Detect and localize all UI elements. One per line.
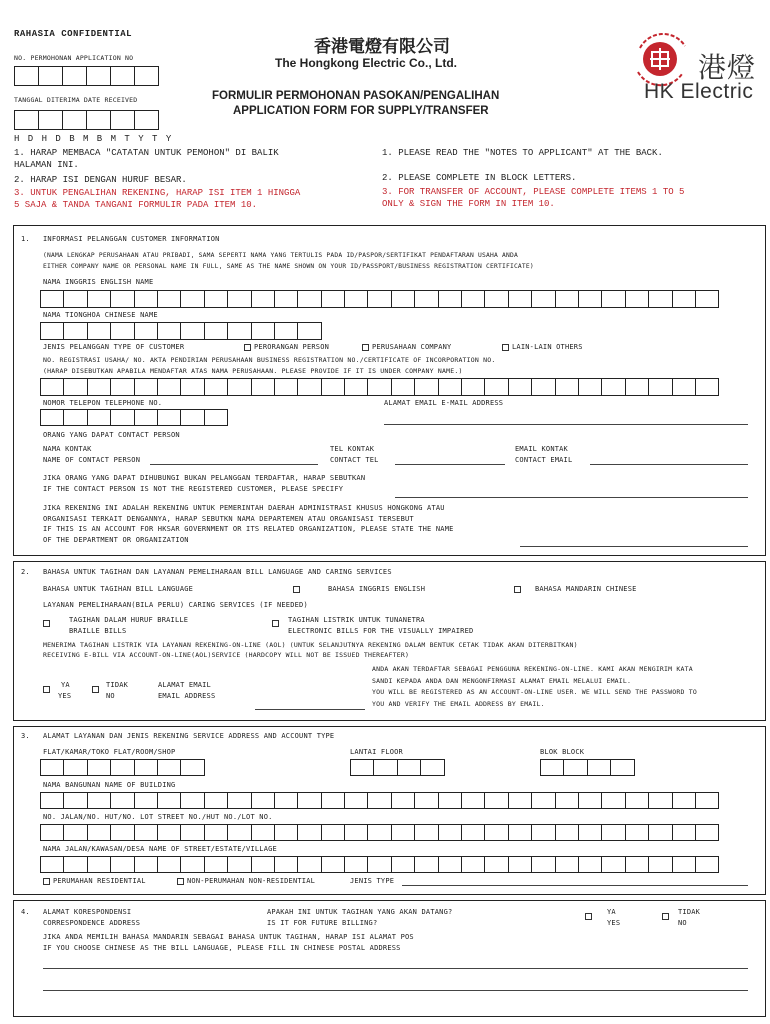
instructions-malay: 1. HARAP MEMBACA "CATATAN UNTUK PEMOHON" DI BALIK HALAMAN INI. 2. HARAP ISI DENGAN HURUF BESAR. 3. UNTUK PENGALIHAN REKENING, HARAP ISI ITEM 1 HINGGA 5 SAJA & TANDA TANGANI FORMULIR PADA ITEM 10. [14, 148, 301, 210]
input-box[interactable] [484, 792, 508, 809]
input-box[interactable] [134, 824, 158, 841]
input-box[interactable] [373, 759, 397, 776]
input-box[interactable] [344, 290, 368, 308]
input-box[interactable] [204, 409, 228, 426]
input-box[interactable] [555, 792, 579, 809]
input-box[interactable] [672, 792, 696, 809]
input-box[interactable] [87, 290, 111, 308]
input-box[interactable] [321, 856, 345, 873]
aol-email-input-line[interactable] [255, 709, 365, 710]
input-box[interactable] [274, 322, 298, 340]
input-box[interactable] [87, 378, 111, 396]
input-box[interactable] [297, 856, 321, 873]
contact-tel-label: TEL KONTAK CONTACT TEL [330, 445, 379, 464]
input-box[interactable] [180, 824, 204, 841]
input-box[interactable] [227, 378, 251, 396]
aol-yes-option[interactable]: YA YES [43, 681, 71, 701]
hk-electric-logo [630, 28, 765, 108]
chinese-checkbox[interactable] [514, 586, 521, 593]
input-box[interactable] [274, 378, 298, 396]
input-box[interactable] [110, 409, 134, 426]
street-boxes[interactable] [40, 856, 718, 873]
contact-person-label: ORANG YANG DAPAT CONTACT PERSON [43, 431, 180, 439]
input-box[interactable] [180, 409, 204, 426]
input-box[interactable] [321, 792, 345, 809]
english-name-label: NAMA INGGRIS ENGLISH NAME [43, 278, 154, 286]
input-box[interactable] [461, 856, 485, 873]
input-box[interactable] [420, 759, 444, 776]
input-box[interactable] [87, 792, 111, 809]
input-box[interactable] [531, 824, 555, 841]
input-box[interactable] [555, 378, 579, 396]
input-box[interactable] [531, 378, 555, 396]
form-title-english: APPLICATION FORM FOR SUPPLY/TRANSFER [233, 105, 489, 117]
input-box[interactable] [601, 792, 625, 809]
input-box[interactable] [540, 759, 564, 776]
input-box[interactable] [157, 824, 181, 841]
input-box[interactable] [204, 856, 228, 873]
input-box[interactable] [110, 290, 134, 308]
application-no-boxes[interactable] [14, 66, 158, 86]
input-box[interactable] [134, 856, 158, 873]
section1-number: 1. [21, 235, 30, 243]
input-box[interactable] [648, 290, 672, 308]
bill-language-label: BAHASA UNTUK TAGIHAN BILL LANGUAGE [43, 585, 194, 593]
contact-name-input-line[interactable] [150, 464, 318, 465]
input-box[interactable] [414, 824, 438, 841]
input-box[interactable] [367, 792, 391, 809]
input-box[interactable] [157, 856, 181, 873]
contact-tel-input-line[interactable] [395, 464, 505, 465]
input-box[interactable] [648, 378, 672, 396]
input-box[interactable] [204, 824, 228, 841]
input-box[interactable] [251, 856, 275, 873]
aol-no-option[interactable]: TIDAK NO [92, 681, 128, 701]
future-no-checkbox[interactable] [662, 913, 669, 920]
input-box[interactable] [672, 824, 696, 841]
input-box[interactable] [555, 290, 579, 308]
input-box[interactable] [274, 856, 298, 873]
department-input-line[interactable] [520, 546, 748, 547]
input-box[interactable] [625, 824, 649, 841]
input-box[interactable] [508, 824, 532, 841]
input-box[interactable] [531, 290, 555, 308]
section1-note-malay: (NAMA LENGKAP PERUSAHAAN ATAU PRIBADI, SAMA SEPERTI NAMA YANG TERTULIS PADA ID/PASPOR/SERTIFIKAT PENDAFTARAN USAHA ANDA [43, 252, 518, 259]
input-box[interactable] [438, 378, 462, 396]
input-box[interactable] [110, 378, 134, 396]
floor-label: LANTAI FLOOR [350, 748, 403, 756]
email-input-line[interactable] [384, 424, 748, 425]
company-name-english: The Hongkong Electric Co., Ltd. [275, 56, 458, 70]
input-box[interactable] [204, 290, 228, 308]
others-checkbox[interactable] [502, 344, 509, 351]
business-registration-note: (HARAP DISEBUTKAN APABILA MENDAFTAR ATAS NAMA PERUSAHAAN. PLEASE PROVIDE IF IT IS UNDER COMPANY NAME.) [43, 367, 463, 375]
residential-option[interactable]: PERUMAHAN RESIDENTIAL [43, 877, 146, 886]
input-box[interactable] [180, 856, 204, 873]
input-box[interactable] [134, 759, 158, 776]
input-box[interactable] [40, 824, 64, 841]
input-box[interactable] [625, 792, 649, 809]
section4-number: 4. [21, 908, 30, 916]
input-box[interactable] [578, 378, 602, 396]
input-box[interactable] [274, 792, 298, 809]
input-box[interactable] [601, 290, 625, 308]
input-box[interactable] [695, 290, 719, 308]
company-name-chinese: 香港電燈有限公司 [314, 37, 450, 57]
input-box[interactable] [461, 290, 485, 308]
input-box[interactable] [274, 290, 298, 308]
residential-checkbox[interactable] [43, 878, 50, 885]
input-box[interactable] [531, 856, 555, 873]
future-no-option[interactable]: TIDAK NO [662, 908, 700, 928]
input-box[interactable] [63, 378, 87, 396]
input-box[interactable] [40, 378, 64, 396]
input-box[interactable] [297, 378, 321, 396]
input-box[interactable] [587, 759, 611, 776]
input-box[interactable] [40, 290, 64, 308]
input-box[interactable] [204, 378, 228, 396]
floor-boxes[interactable] [350, 759, 444, 776]
input-box[interactable] [63, 792, 87, 809]
input-box[interactable] [438, 290, 462, 308]
correspondence-line-2[interactable] [43, 990, 748, 991]
input-box[interactable] [87, 824, 111, 841]
input-box[interactable] [110, 322, 134, 340]
input-box[interactable] [438, 792, 462, 809]
input-box[interactable] [297, 290, 321, 308]
input-box[interactable] [391, 792, 415, 809]
government-account-label: JIKA REKENING INI ADALAH REKENING UNTUK PEMERINTAH DAERAH ADMINISTRASI KHUSUS HONGKONG ATAU ORGANISASI TERKAIT DENGANNYA, HARAP SEBUTKN NAMA DEPARTEMEN ATAU ORGANISASI TERSEBUT IF THIS IS AN ACCOUNT FOR HKSAR GOVERNMENT OR ITS RELATED ORGANIZATION, PLEASE STATE THE NAME OF THE DEPARTMENT OR ORGANIZATION [43, 504, 454, 544]
ebill-option[interactable]: TAGIHAN LISTRIK UNTUK TUNANETRA ELECTRONIC BILLS FOR THE VISUALLY IMPAIRED [272, 616, 473, 636]
contact-name-label: NAMA KONTAK NAME OF CONTACT PERSON [43, 445, 141, 464]
customer-type-label: JENIS PELANGGAN TYPE OF CUSTOMER [43, 343, 185, 351]
input-box[interactable] [344, 378, 368, 396]
input-box[interactable] [40, 409, 64, 426]
input-box[interactable] [344, 856, 368, 873]
date-received-label: TANGGAL DITERIMA DATE RECEIVED [14, 96, 138, 104]
input-box[interactable] [610, 759, 634, 776]
input-box[interactable] [438, 856, 462, 873]
input-box[interactable] [180, 759, 204, 776]
input-box[interactable] [297, 322, 321, 340]
date-format-label: H D H D B M B M T Y T Y [14, 134, 173, 144]
input-box[interactable] [578, 824, 602, 841]
english-name-boxes[interactable] [40, 290, 718, 308]
street-no-label: NO. JALAN/NO. HUT/NO. LOT STREET NO./HUT NO./LOT NO. [43, 813, 273, 821]
input-box[interactable] [134, 378, 158, 396]
input-box[interactable] [695, 378, 719, 396]
input-box[interactable] [484, 290, 508, 308]
flat-boxes[interactable] [40, 759, 204, 776]
block-boxes[interactable] [540, 759, 634, 776]
input-box[interactable] [180, 322, 204, 340]
input-box[interactable] [134, 792, 158, 809]
input-box[interactable] [63, 824, 87, 841]
section2-number: 2. [21, 568, 30, 576]
input-box[interactable] [695, 792, 719, 809]
input-box[interactable] [227, 856, 251, 873]
input-box[interactable] [578, 792, 602, 809]
input-box[interactable] [134, 409, 158, 426]
input-box[interactable] [227, 322, 251, 340]
input-box[interactable] [367, 378, 391, 396]
input-box[interactable] [87, 759, 111, 776]
input-box[interactable] [251, 290, 275, 308]
input-box[interactable] [180, 290, 204, 308]
input-box[interactable] [274, 824, 298, 841]
input-box[interactable] [180, 792, 204, 809]
input-box[interactable] [344, 792, 368, 809]
input-box[interactable] [251, 378, 275, 396]
future-yes-option[interactable]: YA YES [585, 908, 620, 928]
input-box[interactable] [157, 378, 181, 396]
type-input-line[interactable] [402, 885, 748, 886]
input-box[interactable] [157, 322, 181, 340]
instructions-english: 1. PLEASE READ THE "NOTES TO APPLICANT" AT THE BACK. 2. PLEASE COMPLETE IN BLOCK LETTERS. 3. FOR TRANSFER OF ACCOUNT, PLEASE COMPLETE ITEMS 1 TO 5 ONLY & SIGN THE FORM IN ITEM 10. [382, 148, 685, 209]
input-box[interactable] [40, 856, 64, 873]
input-box[interactable] [648, 792, 672, 809]
input-box[interactable] [251, 792, 275, 809]
aol-label-english: RECEIVING E-BILL VIA ACCOUNT-ON-LINE(AOL)SERVICE (HARDCOPY WILL NOT BE ISSUED THEREAFTER) [43, 651, 410, 659]
option-company[interactable]: PERUSAHAAN COMPANY [362, 343, 451, 352]
flat-label: FLAT/KAMAR/TOKO FLAT/ROOM/SHOP [43, 748, 176, 756]
aol-email-label: ALAMAT EMAIL EMAIL ADDRESS [158, 681, 216, 700]
aol-note: ANDA AKAN TERDAFTAR SEBAGAI PENGGUNA REKENING-ON-LINE. KAMI AKAN MENGIRIM KATA SANDI KEPADA ANDA DAN MENGONFIRMASI ALAMAT EMAIL MELALUI EMAIL. YOU WILL BE REGISTERED AS AN ACCOUNT-ON-LINE USER. WE WILL SEND THE PASSWORD TO YOU AND VERIFY THE EMAIL ADDRESS BY EMAIL. [372, 665, 697, 708]
input-box[interactable] [63, 409, 87, 426]
input-box[interactable] [578, 856, 602, 873]
input-box[interactable] [461, 378, 485, 396]
input-box[interactable] [391, 290, 415, 308]
input-box[interactable] [63, 290, 87, 308]
building-boxes[interactable] [40, 792, 718, 809]
input-box[interactable] [297, 792, 321, 809]
logo-english-text: HK Electric [644, 80, 754, 103]
aol-no-checkbox[interactable] [92, 686, 99, 693]
section1-title: INFORMASI PELANGGAN CUSTOMER INFORMATION [43, 235, 220, 243]
telephone-label: NOMOR TELEPON TELEPHONE NO. [43, 399, 163, 407]
confidential-label: RAHASIA CONFIDENTIAL [14, 29, 133, 39]
input-box[interactable] [227, 792, 251, 809]
input-box[interactable] [87, 409, 111, 426]
input-box[interactable] [367, 824, 391, 841]
type-label: JENIS TYPE [350, 877, 395, 885]
input-box[interactable] [672, 290, 696, 308]
telephone-boxes[interactable] [40, 409, 227, 426]
input-box[interactable] [672, 378, 696, 396]
input-box[interactable] [367, 290, 391, 308]
section3-title: ALAMAT LAYANAN DAN JENIS REKENING SERVICE ADDRESS AND ACCOUNT TYPE [43, 732, 335, 740]
input-box[interactable] [601, 824, 625, 841]
input-box[interactable] [555, 856, 579, 873]
input-box[interactable] [321, 290, 345, 308]
ebill-checkbox[interactable] [272, 620, 279, 627]
non-residential-option[interactable]: NON-PERUMAHAN NON-RESIDENTIAL [177, 877, 315, 886]
block-label: BLOK BLOCK [540, 748, 585, 756]
specify-input-line[interactable] [395, 497, 748, 498]
input-box[interactable] [157, 409, 181, 426]
business-registration-label: NO. REGISTRASI USAHA/ NO. AKTA PENDIRIAN PERUSAHAAN BUSINESS REGISTRATION NO./CERTIFICATE OF INCORPORATION NO. [43, 356, 496, 364]
input-box[interactable] [625, 856, 649, 873]
section3-number: 3. [21, 732, 30, 740]
input-box[interactable] [391, 856, 415, 873]
option-person[interactable]: PERORANGAN PERSON [244, 343, 329, 352]
input-box[interactable] [344, 824, 368, 841]
input-box[interactable] [110, 824, 134, 841]
input-box[interactable] [204, 322, 228, 340]
option-english[interactable]: BAHASA INGGRIS ENGLISH [293, 585, 425, 594]
input-box[interactable] [157, 290, 181, 308]
input-box[interactable] [180, 378, 204, 396]
chinese-name-label: NAMA TIONGHOA CHINESE NAME [43, 311, 158, 319]
logo-chinese-text: 港燈 [698, 51, 757, 84]
input-box[interactable] [695, 824, 719, 841]
input-box[interactable] [391, 378, 415, 396]
input-box[interactable] [251, 322, 275, 340]
input-box[interactable] [414, 290, 438, 308]
input-box[interactable] [297, 824, 321, 841]
input-box[interactable] [461, 792, 485, 809]
braille-checkbox[interactable] [43, 620, 50, 627]
aol-yes-checkbox[interactable] [43, 686, 50, 693]
input-box[interactable] [484, 856, 508, 873]
input-box[interactable] [695, 856, 719, 873]
section1-note-english: EITHER COMPANY NAME OR PERSONAL NAME IN FULL, SAME AS THE NAME SHOWN ON YOUR ID/PASSPORT/BUSINESS REGISTRATION CERTIFICATE) [43, 263, 534, 270]
input-box[interactable] [110, 792, 134, 809]
future-billing-label: APAKAH INI UNTUK TAGIHAN YANG AKAN DATANG? IS IT FOR FUTURE BILLING? [267, 908, 453, 927]
input-box[interactable] [367, 856, 391, 873]
form-title-malay: FORMULIR PERMOHONAN PASOKAN/PENGALIHAN [212, 90, 500, 102]
application-no-label: NO. PERMOHONAN APPLICATION NO [14, 54, 134, 62]
contact-email-label: EMAIL KONTAK CONTACT EMAIL [515, 445, 573, 464]
input-box[interactable] [63, 322, 87, 340]
contact-email-input-line[interactable] [590, 464, 748, 465]
input-box[interactable] [578, 290, 602, 308]
aol-label-malay: MENERIMA TAGIHAN LISTRIK VIA LAYANAN REKENING-ON-LINE (AOL) (UNTUK SELANJUTNYA REKENING DALAM BENTUK CETAK TIDAK AKAN DITERBITKAN) [43, 641, 578, 649]
specify-label: JIKA ORANG YANG DAPAT DIHUBUNGI BUKAN PELANGGAN TERDAFTAR, HARAP SEBUTKAN IF THE CONTACT PERSON IS NOT THE REGISTERED CUSTOMER, PLEASE SPECIFY [43, 474, 366, 493]
input-box[interactable] [648, 856, 672, 873]
input-box[interactable] [350, 759, 374, 776]
input-box[interactable] [397, 759, 421, 776]
email-label: ALAMAT EMAIL E-MAIL ADDRESS [384, 399, 504, 407]
input-box[interactable] [40, 792, 64, 809]
input-box[interactable] [601, 378, 625, 396]
correspondence-label: ALAMAT KORESPONDENSI CORRESPONDENCE ADDRESS [43, 908, 141, 927]
input-box[interactable] [40, 759, 64, 776]
business-registration-boxes[interactable] [40, 378, 718, 396]
option-others[interactable]: LAIN-LAIN OTHERS [502, 343, 583, 352]
input-box[interactable] [251, 824, 275, 841]
input-box[interactable] [461, 824, 485, 841]
input-box[interactable] [625, 378, 649, 396]
input-box[interactable] [63, 856, 87, 873]
input-box[interactable] [63, 759, 87, 776]
input-box[interactable] [134, 290, 158, 308]
input-box[interactable] [157, 792, 181, 809]
input-box[interactable] [40, 322, 64, 340]
input-box[interactable] [134, 322, 158, 340]
input-box[interactable] [414, 792, 438, 809]
correspondence-line-1[interactable] [43, 968, 748, 969]
person-checkbox[interactable] [244, 344, 251, 351]
input-box[interactable] [157, 759, 181, 776]
input-box[interactable] [563, 759, 587, 776]
input-box[interactable] [601, 856, 625, 873]
input-box[interactable] [484, 378, 508, 396]
input-box[interactable] [672, 856, 696, 873]
future-yes-checkbox[interactable] [585, 913, 592, 920]
braille-option[interactable]: TAGIHAN DALAM HURUF BRAILLE BRAILLE BILLS [43, 616, 188, 636]
input-box[interactable] [321, 824, 345, 841]
input-box[interactable] [625, 290, 649, 308]
english-checkbox[interactable] [293, 586, 300, 593]
input-box[interactable] [87, 856, 111, 873]
input-box[interactable] [414, 378, 438, 396]
company-checkbox[interactable] [362, 344, 369, 351]
logo-emblem-icon [630, 28, 700, 88]
input-box[interactable] [414, 856, 438, 873]
non-residential-checkbox[interactable] [177, 878, 184, 885]
section2-title: BAHASA UNTUK TAGIHAN DAN LAYANAN PEMELIHARAAN BILL LANGUAGE AND CARING SERVICES [43, 568, 392, 576]
input-box[interactable] [227, 824, 251, 841]
date-received-boxes[interactable] [14, 110, 158, 130]
chinese-postal-note: JIKA ANDA MEMILIH BAHASA MANDARIN SEBAGAI BAHASA UNTUK TAGIHAN, HARAP ISI ALAMAT POS IF YOU CHOOSE CHINESE AS THE BILL LANGUAGE, PLEASE FILL IN CHINESE POSTAL ADDRESS [43, 933, 414, 952]
building-label: NAMA BANGUNAN NAME OF BUILDING [43, 781, 176, 789]
input-box[interactable] [508, 792, 532, 809]
street-label: NAMA JALAN/KAWASAN/DESA NAME OF STREET/ESTATE/VILLAGE [43, 845, 277, 853]
input-box[interactable] [110, 759, 134, 776]
chinese-name-boxes[interactable] [40, 322, 321, 340]
input-box[interactable] [391, 824, 415, 841]
input-box[interactable] [508, 378, 532, 396]
input-box[interactable] [438, 824, 462, 841]
input-box[interactable] [87, 322, 111, 340]
street-no-boxes[interactable] [40, 824, 718, 841]
option-chinese[interactable]: BAHASA MANDARIN CHINESE [514, 585, 637, 594]
input-box[interactable] [508, 856, 532, 873]
input-box[interactable] [531, 792, 555, 809]
input-box[interactable] [227, 290, 251, 308]
input-box[interactable] [110, 856, 134, 873]
input-box[interactable] [484, 824, 508, 841]
caring-services-label: LAYANAN PEMELIHARAAN(BILA PERLU) CARING SERVICES (IF NEEDED) [43, 601, 308, 609]
input-box[interactable] [555, 824, 579, 841]
input-box[interactable] [508, 290, 532, 308]
input-box[interactable] [321, 378, 345, 396]
input-box[interactable] [648, 824, 672, 841]
input-box[interactable] [204, 792, 228, 809]
